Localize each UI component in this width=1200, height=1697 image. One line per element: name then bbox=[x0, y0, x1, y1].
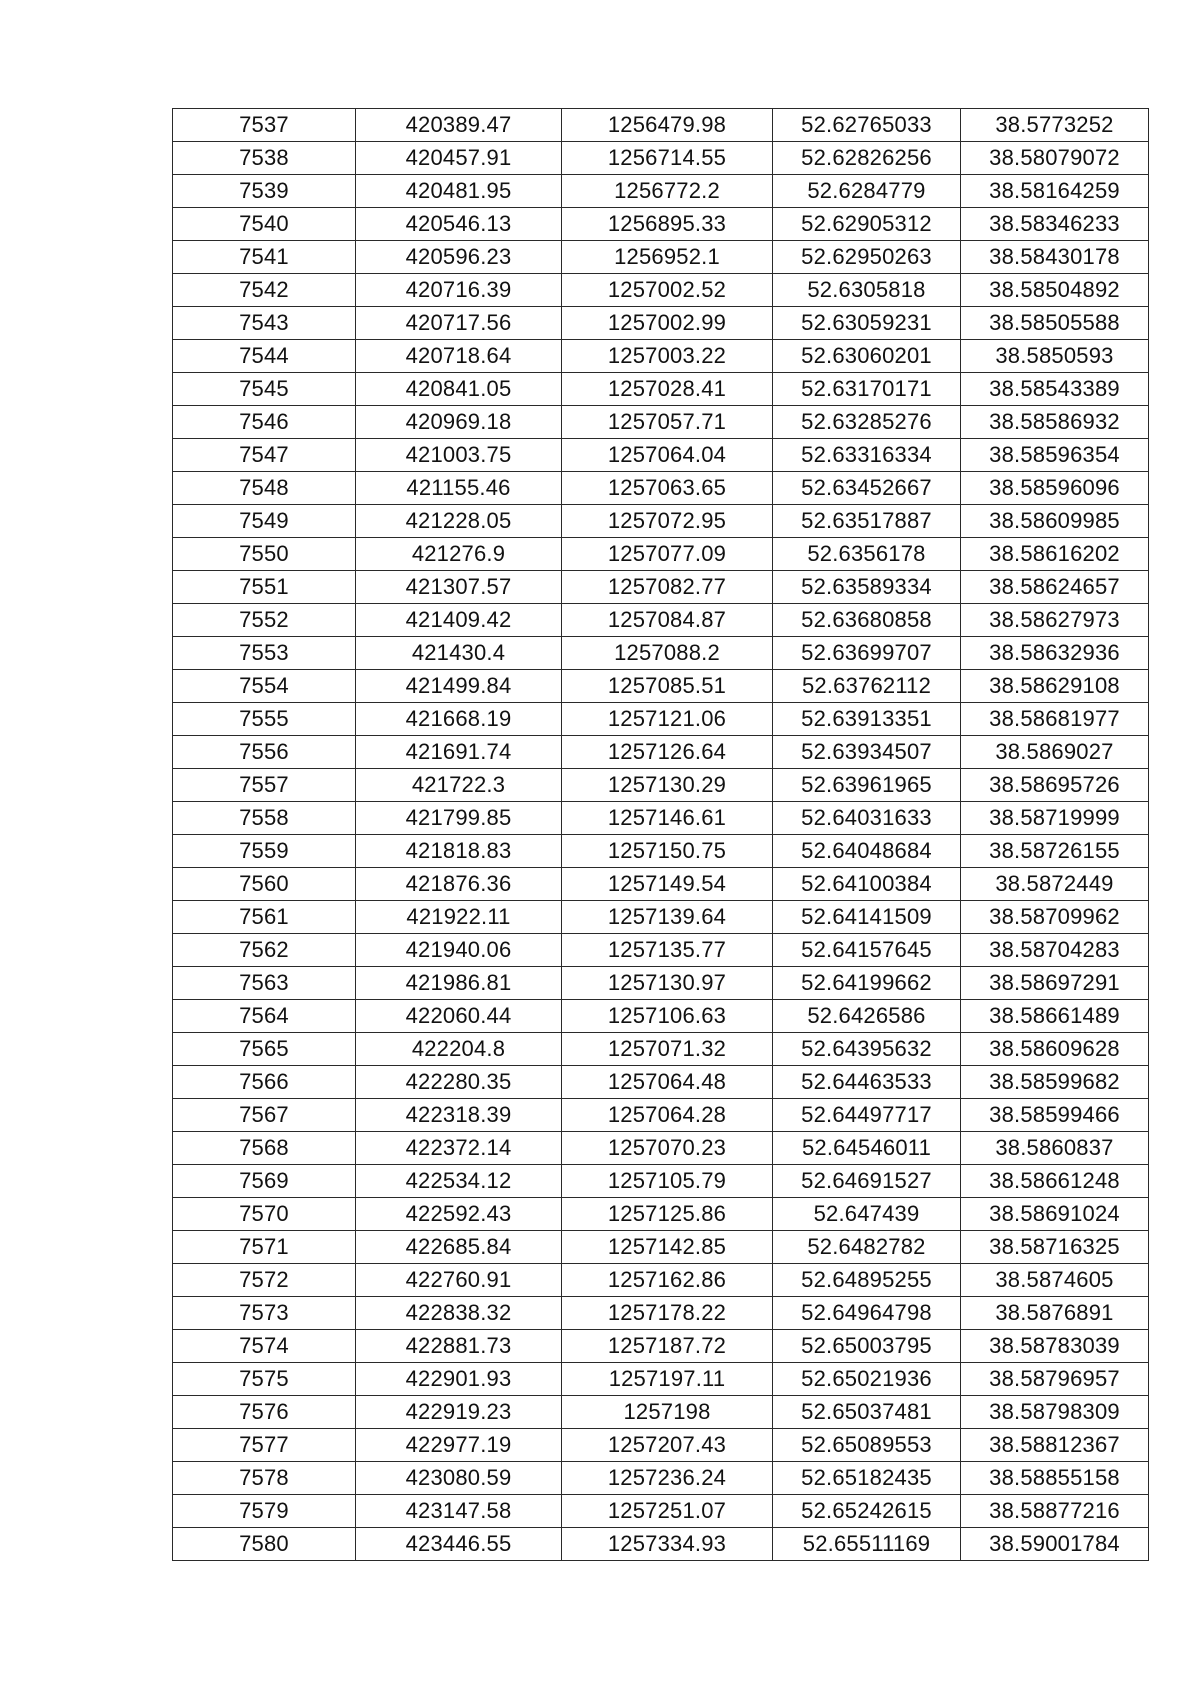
point-number-cell: 7556 bbox=[173, 736, 356, 769]
longitude-cell: 38.58164259 bbox=[961, 175, 1149, 208]
x-coordinate-cell: 420596.23 bbox=[356, 241, 562, 274]
point-number-cell: 7559 bbox=[173, 835, 356, 868]
point-number-cell: 7555 bbox=[173, 703, 356, 736]
latitude-cell: 52.64100384 bbox=[773, 868, 961, 901]
latitude-cell: 52.63762112 bbox=[773, 670, 961, 703]
longitude-cell: 38.58346233 bbox=[961, 208, 1149, 241]
point-number-cell: 7547 bbox=[173, 439, 356, 472]
latitude-cell: 52.65089553 bbox=[773, 1429, 961, 1462]
longitude-cell: 38.58543389 bbox=[961, 373, 1149, 406]
point-number-cell: 7549 bbox=[173, 505, 356, 538]
latitude-cell: 52.63913351 bbox=[773, 703, 961, 736]
longitude-cell: 38.5860837 bbox=[961, 1132, 1149, 1165]
point-number-cell: 7568 bbox=[173, 1132, 356, 1165]
x-coordinate-cell: 421276.9 bbox=[356, 538, 562, 571]
x-coordinate-cell: 420389.47 bbox=[356, 109, 562, 142]
latitude-cell: 52.62826256 bbox=[773, 142, 961, 175]
longitude-cell: 38.58709962 bbox=[961, 901, 1149, 934]
y-coordinate-cell: 1257162.86 bbox=[562, 1264, 773, 1297]
table-row bbox=[173, 505, 1149, 538]
x-coordinate-cell: 421003.75 bbox=[356, 439, 562, 472]
x-coordinate-cell: 422977.19 bbox=[356, 1429, 562, 1462]
table-row bbox=[173, 1429, 1149, 1462]
longitude-cell: 38.5872449 bbox=[961, 868, 1149, 901]
longitude-cell: 38.58624657 bbox=[961, 571, 1149, 604]
x-coordinate-cell: 420481.95 bbox=[356, 175, 562, 208]
y-coordinate-cell: 1257121.06 bbox=[562, 703, 773, 736]
x-coordinate-cell: 422060.44 bbox=[356, 1000, 562, 1033]
longitude-cell: 38.58695726 bbox=[961, 769, 1149, 802]
table-row bbox=[173, 1132, 1149, 1165]
longitude-cell: 38.58704283 bbox=[961, 934, 1149, 967]
table-row bbox=[173, 1528, 1149, 1561]
x-coordinate-cell: 421799.85 bbox=[356, 802, 562, 835]
longitude-cell: 38.58505588 bbox=[961, 307, 1149, 340]
latitude-cell: 52.62950263 bbox=[773, 241, 961, 274]
x-coordinate-cell: 421409.42 bbox=[356, 604, 562, 637]
point-number-cell: 7552 bbox=[173, 604, 356, 637]
longitude-cell: 38.58877216 bbox=[961, 1495, 1149, 1528]
latitude-cell: 52.65003795 bbox=[773, 1330, 961, 1363]
x-coordinate-cell: 422838.32 bbox=[356, 1297, 562, 1330]
point-number-cell: 7569 bbox=[173, 1165, 356, 1198]
y-coordinate-cell: 1257057.71 bbox=[562, 406, 773, 439]
latitude-cell: 52.64048684 bbox=[773, 835, 961, 868]
y-coordinate-cell: 1257084.87 bbox=[562, 604, 773, 637]
longitude-cell: 38.58697291 bbox=[961, 967, 1149, 1000]
point-number-cell: 7560 bbox=[173, 868, 356, 901]
y-coordinate-cell: 1257149.54 bbox=[562, 868, 773, 901]
point-number-cell: 7571 bbox=[173, 1231, 356, 1264]
longitude-cell: 38.58691024 bbox=[961, 1198, 1149, 1231]
point-number-cell: 7548 bbox=[173, 472, 356, 505]
y-coordinate-cell: 1257106.63 bbox=[562, 1000, 773, 1033]
point-number-cell: 7575 bbox=[173, 1363, 356, 1396]
y-coordinate-cell: 1257135.77 bbox=[562, 934, 773, 967]
point-number-cell: 7561 bbox=[173, 901, 356, 934]
point-number-cell: 7557 bbox=[173, 769, 356, 802]
y-coordinate-cell: 1257064.48 bbox=[562, 1066, 773, 1099]
table-row bbox=[173, 142, 1149, 175]
table-row bbox=[173, 868, 1149, 901]
table-row bbox=[173, 1462, 1149, 1495]
table-row bbox=[173, 1330, 1149, 1363]
y-coordinate-cell: 1257063.65 bbox=[562, 472, 773, 505]
y-coordinate-cell: 1257105.79 bbox=[562, 1165, 773, 1198]
table-row bbox=[173, 802, 1149, 835]
latitude-cell: 52.647439 bbox=[773, 1198, 961, 1231]
latitude-cell: 52.64895255 bbox=[773, 1264, 961, 1297]
table-row bbox=[173, 1066, 1149, 1099]
point-number-cell: 7538 bbox=[173, 142, 356, 175]
table-row bbox=[173, 340, 1149, 373]
x-coordinate-cell: 421499.84 bbox=[356, 670, 562, 703]
x-coordinate-cell: 422280.35 bbox=[356, 1066, 562, 1099]
y-coordinate-cell: 1257002.99 bbox=[562, 307, 773, 340]
y-coordinate-cell: 1256714.55 bbox=[562, 142, 773, 175]
latitude-cell: 52.64463533 bbox=[773, 1066, 961, 1099]
x-coordinate-cell: 421228.05 bbox=[356, 505, 562, 538]
point-number-cell: 7576 bbox=[173, 1396, 356, 1429]
table-row bbox=[173, 472, 1149, 505]
longitude-cell: 38.5850593 bbox=[961, 340, 1149, 373]
point-number-cell: 7566 bbox=[173, 1066, 356, 1099]
x-coordinate-cell: 422919.23 bbox=[356, 1396, 562, 1429]
latitude-cell: 52.64395632 bbox=[773, 1033, 961, 1066]
table-row bbox=[173, 1165, 1149, 1198]
longitude-cell: 38.58079072 bbox=[961, 142, 1149, 175]
x-coordinate-cell: 421818.83 bbox=[356, 835, 562, 868]
point-number-cell: 7553 bbox=[173, 637, 356, 670]
point-number-cell: 7540 bbox=[173, 208, 356, 241]
latitude-cell: 52.62765033 bbox=[773, 109, 961, 142]
longitude-cell: 38.5773252 bbox=[961, 109, 1149, 142]
y-coordinate-cell: 1257251.07 bbox=[562, 1495, 773, 1528]
table-row bbox=[173, 439, 1149, 472]
x-coordinate-cell: 420841.05 bbox=[356, 373, 562, 406]
y-coordinate-cell: 1257207.43 bbox=[562, 1429, 773, 1462]
latitude-cell: 52.64141509 bbox=[773, 901, 961, 934]
point-number-cell: 7565 bbox=[173, 1033, 356, 1066]
longitude-cell: 38.5869027 bbox=[961, 736, 1149, 769]
x-coordinate-cell: 421430.4 bbox=[356, 637, 562, 670]
x-coordinate-cell: 422901.93 bbox=[356, 1363, 562, 1396]
longitude-cell: 38.58629108 bbox=[961, 670, 1149, 703]
point-number-cell: 7545 bbox=[173, 373, 356, 406]
y-coordinate-cell: 1257072.95 bbox=[562, 505, 773, 538]
longitude-cell: 38.58430178 bbox=[961, 241, 1149, 274]
point-number-cell: 7574 bbox=[173, 1330, 356, 1363]
table-row bbox=[173, 1033, 1149, 1066]
y-coordinate-cell: 1257002.52 bbox=[562, 274, 773, 307]
y-coordinate-cell: 1257085.51 bbox=[562, 670, 773, 703]
longitude-cell: 38.58798309 bbox=[961, 1396, 1149, 1429]
point-number-cell: 7570 bbox=[173, 1198, 356, 1231]
longitude-cell: 38.58719999 bbox=[961, 802, 1149, 835]
longitude-cell: 38.58609985 bbox=[961, 505, 1149, 538]
table-row bbox=[173, 175, 1149, 208]
table-row bbox=[173, 901, 1149, 934]
table-row bbox=[173, 1396, 1149, 1429]
latitude-cell: 52.65511169 bbox=[773, 1528, 961, 1561]
longitude-cell: 38.58599682 bbox=[961, 1066, 1149, 1099]
longitude-cell: 38.58616202 bbox=[961, 538, 1149, 571]
point-number-cell: 7551 bbox=[173, 571, 356, 604]
point-number-cell: 7572 bbox=[173, 1264, 356, 1297]
latitude-cell: 52.63934507 bbox=[773, 736, 961, 769]
table-row bbox=[173, 274, 1149, 307]
x-coordinate-cell: 421940.06 bbox=[356, 934, 562, 967]
table-row bbox=[173, 1000, 1149, 1033]
point-number-cell: 7550 bbox=[173, 538, 356, 571]
x-coordinate-cell: 423147.58 bbox=[356, 1495, 562, 1528]
latitude-cell: 52.63699707 bbox=[773, 637, 961, 670]
latitude-cell: 52.64497717 bbox=[773, 1099, 961, 1132]
latitude-cell: 52.63517887 bbox=[773, 505, 961, 538]
latitude-cell: 52.64199662 bbox=[773, 967, 961, 1000]
longitude-cell: 38.58599466 bbox=[961, 1099, 1149, 1132]
latitude-cell: 52.6305818 bbox=[773, 274, 961, 307]
longitude-cell: 38.58716325 bbox=[961, 1231, 1149, 1264]
table-row bbox=[173, 1264, 1149, 1297]
x-coordinate-cell: 421876.36 bbox=[356, 868, 562, 901]
latitude-cell: 52.63961965 bbox=[773, 769, 961, 802]
longitude-cell: 38.59001784 bbox=[961, 1528, 1149, 1561]
table-row bbox=[173, 967, 1149, 1000]
table-row bbox=[173, 703, 1149, 736]
longitude-cell: 38.58596096 bbox=[961, 472, 1149, 505]
y-coordinate-cell: 1257178.22 bbox=[562, 1297, 773, 1330]
y-coordinate-cell: 1257088.2 bbox=[562, 637, 773, 670]
y-coordinate-cell: 1257187.72 bbox=[562, 1330, 773, 1363]
y-coordinate-cell: 1257071.32 bbox=[562, 1033, 773, 1066]
y-coordinate-cell: 1256895.33 bbox=[562, 208, 773, 241]
y-coordinate-cell: 1257142.85 bbox=[562, 1231, 773, 1264]
x-coordinate-cell: 421691.74 bbox=[356, 736, 562, 769]
latitude-cell: 52.63589334 bbox=[773, 571, 961, 604]
table-row bbox=[173, 670, 1149, 703]
x-coordinate-cell: 420969.18 bbox=[356, 406, 562, 439]
longitude-cell: 38.58632936 bbox=[961, 637, 1149, 670]
table-row bbox=[173, 571, 1149, 604]
longitude-cell: 38.58596354 bbox=[961, 439, 1149, 472]
longitude-cell: 38.58504892 bbox=[961, 274, 1149, 307]
point-number-cell: 7562 bbox=[173, 934, 356, 967]
latitude-cell: 52.62905312 bbox=[773, 208, 961, 241]
y-coordinate-cell: 1257334.93 bbox=[562, 1528, 773, 1561]
y-coordinate-cell: 1257198 bbox=[562, 1396, 773, 1429]
coordinates-table bbox=[172, 108, 1149, 1561]
x-coordinate-cell: 421986.81 bbox=[356, 967, 562, 1000]
longitude-cell: 38.58661248 bbox=[961, 1165, 1149, 1198]
x-coordinate-cell: 422592.43 bbox=[356, 1198, 562, 1231]
x-coordinate-cell: 422204.8 bbox=[356, 1033, 562, 1066]
table-row bbox=[173, 934, 1149, 967]
latitude-cell: 52.6482782 bbox=[773, 1231, 961, 1264]
y-coordinate-cell: 1257064.04 bbox=[562, 439, 773, 472]
point-number-cell: 7544 bbox=[173, 340, 356, 373]
longitude-cell: 38.58855158 bbox=[961, 1462, 1149, 1495]
latitude-cell: 52.63060201 bbox=[773, 340, 961, 373]
table-row bbox=[173, 637, 1149, 670]
longitude-cell: 38.5876891 bbox=[961, 1297, 1149, 1330]
point-number-cell: 7580 bbox=[173, 1528, 356, 1561]
y-coordinate-cell: 1257146.61 bbox=[562, 802, 773, 835]
table-row bbox=[173, 1231, 1149, 1264]
table-row bbox=[173, 241, 1149, 274]
point-number-cell: 7578 bbox=[173, 1462, 356, 1495]
point-number-cell: 7563 bbox=[173, 967, 356, 1000]
latitude-cell: 52.6284779 bbox=[773, 175, 961, 208]
x-coordinate-cell: 421722.3 bbox=[356, 769, 562, 802]
latitude-cell: 52.64964798 bbox=[773, 1297, 961, 1330]
latitude-cell: 52.65037481 bbox=[773, 1396, 961, 1429]
x-coordinate-cell: 422760.91 bbox=[356, 1264, 562, 1297]
point-number-cell: 7541 bbox=[173, 241, 356, 274]
y-coordinate-cell: 1257028.41 bbox=[562, 373, 773, 406]
y-coordinate-cell: 1257070.23 bbox=[562, 1132, 773, 1165]
y-coordinate-cell: 1257126.64 bbox=[562, 736, 773, 769]
x-coordinate-cell: 423446.55 bbox=[356, 1528, 562, 1561]
y-coordinate-cell: 1257003.22 bbox=[562, 340, 773, 373]
latitude-cell: 52.64546011 bbox=[773, 1132, 961, 1165]
latitude-cell: 52.63452667 bbox=[773, 472, 961, 505]
point-number-cell: 7546 bbox=[173, 406, 356, 439]
x-coordinate-cell: 421922.11 bbox=[356, 901, 562, 934]
longitude-cell: 38.58796957 bbox=[961, 1363, 1149, 1396]
latitude-cell: 52.65021936 bbox=[773, 1363, 961, 1396]
latitude-cell: 52.63316334 bbox=[773, 439, 961, 472]
x-coordinate-cell: 420718.64 bbox=[356, 340, 562, 373]
longitude-cell: 38.58681977 bbox=[961, 703, 1149, 736]
y-coordinate-cell: 1257125.86 bbox=[562, 1198, 773, 1231]
longitude-cell: 38.58586932 bbox=[961, 406, 1149, 439]
x-coordinate-cell: 422372.14 bbox=[356, 1132, 562, 1165]
point-number-cell: 7542 bbox=[173, 274, 356, 307]
table-row bbox=[173, 538, 1149, 571]
table-row bbox=[173, 208, 1149, 241]
longitude-cell: 38.58609628 bbox=[961, 1033, 1149, 1066]
point-number-cell: 7539 bbox=[173, 175, 356, 208]
y-coordinate-cell: 1257064.28 bbox=[562, 1099, 773, 1132]
x-coordinate-cell: 420717.56 bbox=[356, 307, 562, 340]
y-coordinate-cell: 1257077.09 bbox=[562, 538, 773, 571]
table-row bbox=[173, 1297, 1149, 1330]
latitude-cell: 52.63680858 bbox=[773, 604, 961, 637]
table-row bbox=[173, 109, 1149, 142]
x-coordinate-cell: 421307.57 bbox=[356, 571, 562, 604]
longitude-cell: 38.58726155 bbox=[961, 835, 1149, 868]
point-number-cell: 7573 bbox=[173, 1297, 356, 1330]
x-coordinate-cell: 420716.39 bbox=[356, 274, 562, 307]
latitude-cell: 52.63059231 bbox=[773, 307, 961, 340]
point-number-cell: 7543 bbox=[173, 307, 356, 340]
longitude-cell: 38.58661489 bbox=[961, 1000, 1149, 1033]
point-number-cell: 7564 bbox=[173, 1000, 356, 1033]
x-coordinate-cell: 422881.73 bbox=[356, 1330, 562, 1363]
x-coordinate-cell: 420457.91 bbox=[356, 142, 562, 175]
table-row bbox=[173, 604, 1149, 637]
y-coordinate-cell: 1257130.29 bbox=[562, 769, 773, 802]
latitude-cell: 52.6426586 bbox=[773, 1000, 961, 1033]
table-row bbox=[173, 736, 1149, 769]
table-row bbox=[173, 1198, 1149, 1231]
latitude-cell: 52.6356178 bbox=[773, 538, 961, 571]
table-row bbox=[173, 1363, 1149, 1396]
longitude-cell: 38.5874605 bbox=[961, 1264, 1149, 1297]
table-row bbox=[173, 373, 1149, 406]
table-row bbox=[173, 769, 1149, 802]
table-row bbox=[173, 835, 1149, 868]
x-coordinate-cell: 422534.12 bbox=[356, 1165, 562, 1198]
y-coordinate-cell: 1256952.1 bbox=[562, 241, 773, 274]
point-number-cell: 7577 bbox=[173, 1429, 356, 1462]
coordinates-table-body bbox=[173, 109, 1149, 1561]
point-number-cell: 7567 bbox=[173, 1099, 356, 1132]
latitude-cell: 52.64691527 bbox=[773, 1165, 961, 1198]
longitude-cell: 38.58783039 bbox=[961, 1330, 1149, 1363]
point-number-cell: 7579 bbox=[173, 1495, 356, 1528]
latitude-cell: 52.65182435 bbox=[773, 1462, 961, 1495]
y-coordinate-cell: 1257130.97 bbox=[562, 967, 773, 1000]
point-number-cell: 7558 bbox=[173, 802, 356, 835]
y-coordinate-cell: 1257236.24 bbox=[562, 1462, 773, 1495]
longitude-cell: 38.58627973 bbox=[961, 604, 1149, 637]
x-coordinate-cell: 423080.59 bbox=[356, 1462, 562, 1495]
latitude-cell: 52.63285276 bbox=[773, 406, 961, 439]
y-coordinate-cell: 1256479.98 bbox=[562, 109, 773, 142]
table-row bbox=[173, 1099, 1149, 1132]
x-coordinate-cell: 422685.84 bbox=[356, 1231, 562, 1264]
latitude-cell: 52.65242615 bbox=[773, 1495, 961, 1528]
y-coordinate-cell: 1257082.77 bbox=[562, 571, 773, 604]
latitude-cell: 52.63170171 bbox=[773, 373, 961, 406]
y-coordinate-cell: 1257197.11 bbox=[562, 1363, 773, 1396]
y-coordinate-cell: 1257139.64 bbox=[562, 901, 773, 934]
y-coordinate-cell: 1256772.2 bbox=[562, 175, 773, 208]
table-row bbox=[173, 307, 1149, 340]
x-coordinate-cell: 422318.39 bbox=[356, 1099, 562, 1132]
x-coordinate-cell: 421668.19 bbox=[356, 703, 562, 736]
latitude-cell: 52.64157645 bbox=[773, 934, 961, 967]
latitude-cell: 52.64031633 bbox=[773, 802, 961, 835]
x-coordinate-cell: 421155.46 bbox=[356, 472, 562, 505]
table-row bbox=[173, 1495, 1149, 1528]
table-row bbox=[173, 406, 1149, 439]
point-number-cell: 7537 bbox=[173, 109, 356, 142]
x-coordinate-cell: 420546.13 bbox=[356, 208, 562, 241]
longitude-cell: 38.58812367 bbox=[961, 1429, 1149, 1462]
y-coordinate-cell: 1257150.75 bbox=[562, 835, 773, 868]
point-number-cell: 7554 bbox=[173, 670, 356, 703]
